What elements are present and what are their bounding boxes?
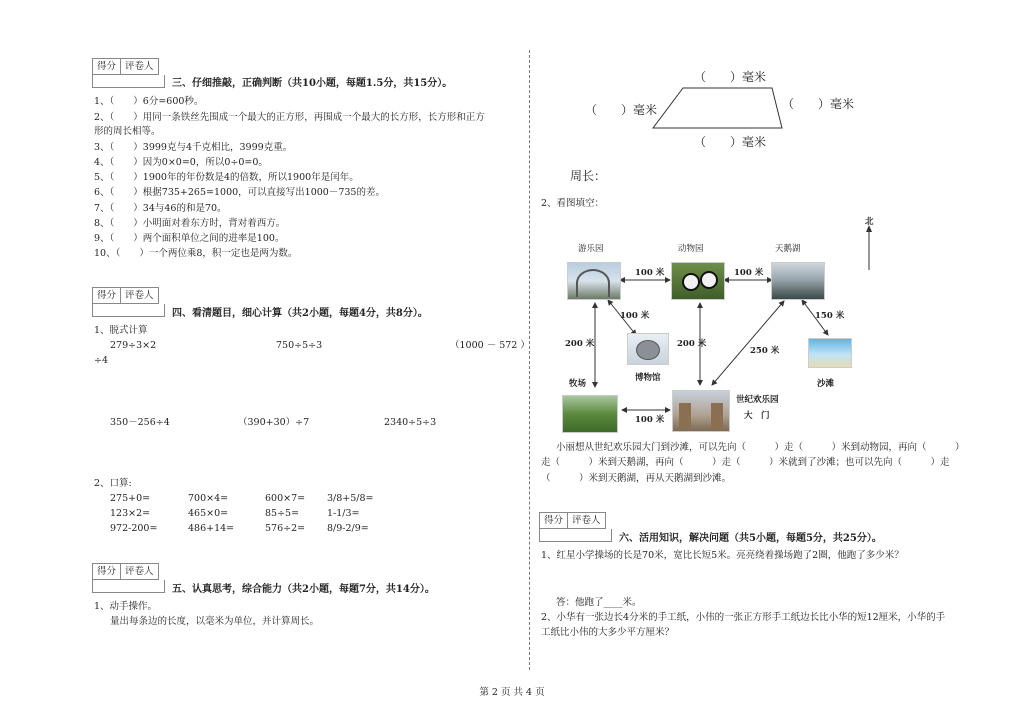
trapezoid-left-label: （ ）毫米: [585, 103, 658, 117]
amusement-park-image: [567, 262, 621, 300]
map-question-label: 2、看图填空：: [541, 198, 605, 209]
reviewer-label: 评卷人: [125, 61, 154, 72]
dist-zoo-gate: 200 米: [677, 339, 707, 349]
problem-2-line1: 2、小华有一张边长4分米的手工纸，小伟的一张正方形手工纸边长比小华的短12厘米，小华的手: [541, 612, 946, 623]
score-box-sec5: [92, 563, 159, 580]
dist-swan-beach: 150 米: [815, 311, 845, 321]
oral-2-2: 465×0=: [188, 508, 229, 519]
oral-2-4: 1-1/3=: [327, 508, 360, 519]
calc-expr-3-cont: ÷4: [94, 355, 109, 366]
problem-2-line2: 工纸比小伟的大多少平方厘米？: [541, 627, 675, 638]
calc-expr-5: （390+30）÷7: [238, 417, 310, 428]
section-6-title: 六、活用知识，解决问题（共5小题，每题5分，共25分）。: [619, 533, 882, 544]
calc-expr-6: 2340÷5÷3: [384, 417, 437, 428]
oral-1-3: 600×7=: [265, 493, 306, 504]
place-pasture: 牧场: [569, 379, 587, 389]
perimeter-label: 周长：: [570, 169, 607, 183]
operation-desc: 量出每条边的长度，以毫米为单位，并计算周长。: [110, 616, 320, 627]
judge-item-3: 3、（ ）3999克与4千克相比，3999克重。: [94, 142, 293, 153]
reviewer-label: 评卷人: [125, 290, 154, 301]
trapezoid-top-label: （ ）毫米: [694, 70, 767, 84]
place-beach: 沙滩: [817, 379, 835, 389]
judge-item-8: 8、（ ）小明面对着东方时，背对着西方。: [94, 218, 286, 229]
calc-label: 1、脱式计算: [94, 325, 148, 336]
place-museum: 博物馆: [635, 373, 661, 383]
score-label: 得分: [93, 59, 121, 74]
reviewer-label: 评卷人: [572, 515, 601, 526]
score-label: 得分: [93, 288, 121, 303]
dist-pasture-gate: 100 米: [635, 415, 665, 425]
oral-2-1: 123×2=: [110, 508, 151, 519]
score-box-sec3: [92, 58, 159, 75]
beach-image: [808, 338, 852, 368]
oral-3-4: 8/9-2/9=: [327, 523, 369, 534]
trapezoid-right-label: （ ）毫米: [782, 97, 855, 111]
north-label: 北: [865, 217, 874, 227]
oral-2-3: 85÷5=: [265, 508, 300, 519]
oral-1-2: 700×4=: [188, 493, 229, 504]
pasture-image: [562, 395, 618, 433]
score-blank: [92, 75, 165, 88]
oral-1-4: 3/8+5/8=: [327, 493, 374, 504]
score-label: 得分: [540, 513, 568, 528]
score-blank: [92, 304, 165, 317]
dist-amusement-pasture: 200 米: [565, 339, 595, 349]
judge-item-4: 4、（ ）因为0×0=0，所以0÷0=0。: [94, 157, 268, 168]
zoo-image: [671, 262, 725, 300]
operation-label: 1、动手操作。: [94, 601, 158, 612]
oral-3-3: 576÷2=: [265, 523, 306, 534]
place-swan: 天鹅湖: [775, 244, 801, 254]
calc-expr-4: 350－256÷4: [110, 417, 170, 428]
map-para-line3: （ ）米到天鹅湖，再从天鹅湖到沙滩。: [541, 473, 732, 484]
oral-3-2: 486+14=: [188, 523, 235, 534]
map-para-line1: 小丽想从世纪欢乐园大门到沙滩，可以先向（ ）走（ ）米到动物园，再向（ ）: [556, 442, 965, 453]
problem-1: 1、红星小学操场的长是70米，宽比长短5米。亮亮绕着操场跑了2圈，他跑了多少米？: [541, 550, 904, 561]
score-blank: [539, 529, 612, 542]
place-gate-line2: 大 门: [744, 411, 770, 421]
place-amusement: 游乐园: [578, 244, 604, 254]
score-box-sec6: [539, 512, 606, 529]
score-label: 得分: [93, 564, 121, 579]
calc-expr-1: 279÷3×2: [110, 340, 157, 351]
trapezoid-shape: [653, 88, 782, 128]
answer-1: 答：他跑了____米。: [556, 597, 642, 608]
calc-expr-2: 750÷5÷3: [276, 340, 323, 351]
judge-item-7: 7、（ ）34与46的和是70。: [94, 203, 227, 214]
dist-amusement-zoo: 100 米: [635, 268, 665, 278]
judge-item-10: 10、（ ）一个两位乘8，积一定也是两为数。: [94, 248, 298, 259]
score-blank: [92, 580, 165, 593]
calc-expr-3: （1000 － 572 ）: [450, 340, 530, 351]
museum-image: [627, 333, 669, 365]
score-box-sec4: [92, 287, 159, 304]
oral-1-1: 275+0=: [110, 493, 151, 504]
judge-item-1: 1、（ ）6分=600秒。: [94, 96, 204, 107]
trapezoid-bottom-label: （ ）毫米: [694, 135, 767, 149]
judge-item-9: 9、（ ）两个面积单位之间的进率是100。: [94, 233, 285, 244]
park-gate-image: [672, 390, 730, 432]
swan-lake-image: [771, 262, 825, 300]
page-footer: 第 2 页 共 4 页: [479, 687, 545, 698]
place-gate-line1: 世纪欢乐园: [736, 395, 779, 405]
oral-3-1: 972-200=: [110, 523, 158, 534]
column-divider: [529, 50, 530, 670]
section-3-title: 三、仔细推敲，正确判断（共10小题，每题1.5分，共15分）。: [172, 78, 453, 89]
judge-item-5: 5、（ ）1900年的年份数是4的倍数，所以1900年是闰年。: [94, 172, 359, 183]
dist-amusement-museum: 100 米: [620, 311, 650, 321]
judge-item-2-cont: 形的周长相等。: [94, 126, 161, 137]
judge-item-6: 6、（ ）根据735+265=1000，可以直接写出1000－735的差。: [94, 187, 385, 198]
dist-gate-swan: 250 米: [750, 346, 780, 356]
map-para-line2: 走（ ）米到天鹅湖，再向（ ）走（ ）米就到了沙滩；也可以先向（ ）走: [541, 457, 950, 468]
reviewer-label: 评卷人: [125, 566, 154, 577]
section-4-title: 四、看清题目，细心计算（共2小题，每题4分，共8分）。: [172, 308, 428, 319]
judge-item-2: 2、（ ）用同一条铁丝先围成一个最大的正方形，再围成一个最大的长方形，长方形和正方: [94, 112, 485, 123]
dist-zoo-swan: 100 米: [734, 268, 764, 278]
oral-label: 2、口算:: [94, 478, 132, 489]
place-zoo: 动物园: [678, 244, 704, 254]
section-5-title: 五、认真思考，综合能力（共2小题，每题7分，共14分）。: [172, 584, 435, 595]
